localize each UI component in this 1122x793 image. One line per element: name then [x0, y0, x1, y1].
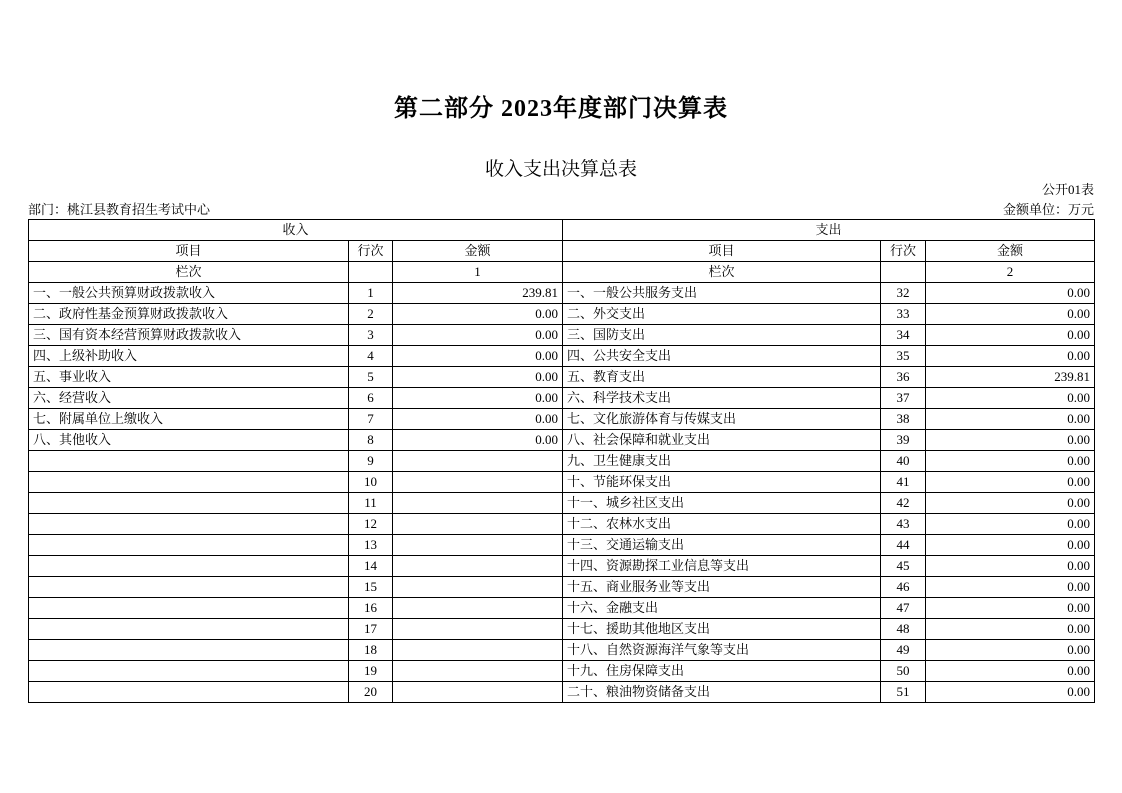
expense-amount-cell: 0.00 — [926, 451, 1095, 472]
expense-line-cell: 34 — [881, 325, 926, 346]
income-amount-cell — [393, 514, 563, 535]
expense-line-cell: 38 — [881, 409, 926, 430]
expense-line-cell: 37 — [881, 388, 926, 409]
income-amount-cell — [393, 682, 563, 703]
expense-item-cell: 八、社会保障和就业支出 — [563, 430, 881, 451]
income-item-cell — [29, 577, 349, 598]
income-item-cell — [29, 556, 349, 577]
income-amount-cell — [393, 493, 563, 514]
income-expense-summary-table — [28, 219, 1095, 703]
expense-item-cell: 十七、援助其他地区支出 — [563, 619, 881, 640]
expense-amount-cell: 0.00 — [926, 535, 1095, 556]
income-amount-cell: 0.00 — [393, 304, 563, 325]
income-line-cell: 14 — [349, 556, 393, 577]
amount-unit-label: 金额单位：万元 — [1002, 202, 1094, 217]
expense-item-cell: 十二、农林水支出 — [563, 514, 881, 535]
expense-col-item-header: 项目 — [563, 241, 881, 262]
table-title: 收入支出决算总表 — [484, 159, 637, 180]
expense-line-cell: 39 — [881, 430, 926, 451]
income-col-item-header: 项目 — [29, 241, 349, 262]
table-row — [29, 388, 1095, 409]
income-amount-cell: 0.00 — [393, 388, 563, 409]
income-item-cell: 一、一般公共预算财政拨款收入 — [29, 283, 349, 304]
table-row — [29, 346, 1095, 367]
table-row — [29, 556, 1095, 577]
expense-amount-cell: 0.00 — [926, 283, 1095, 304]
income-section-header: 收入 — [29, 220, 563, 241]
table-row — [29, 409, 1095, 430]
expense-item-cell: 十四、资源勘探工业信息等支出 — [563, 556, 881, 577]
income-col-index-label: 栏次 — [29, 262, 349, 283]
table-row — [29, 304, 1095, 325]
table-row — [29, 283, 1095, 304]
income-amount-cell: 0.00 — [393, 367, 563, 388]
income-col-line-header: 行次 — [349, 241, 393, 262]
expense-amount-cell: 0.00 — [926, 661, 1095, 682]
income-line-cell: 10 — [349, 472, 393, 493]
expense-line-cell: 36 — [881, 367, 926, 388]
income-col-amount-header: 金额 — [393, 241, 563, 262]
table-row — [29, 325, 1095, 346]
column-header-row — [29, 241, 1095, 262]
table-row — [29, 682, 1095, 703]
expense-line-cell: 33 — [881, 304, 926, 325]
table-row — [29, 472, 1095, 493]
expense-amount-cell: 0.00 — [926, 388, 1095, 409]
income-item-cell — [29, 451, 349, 472]
income-item-cell — [29, 493, 349, 514]
income-line-cell: 12 — [349, 514, 393, 535]
expense-line-cell: 44 — [881, 535, 926, 556]
expense-amount-cell: 0.00 — [926, 346, 1095, 367]
expense-amount-cell: 0.00 — [926, 514, 1095, 535]
income-amount-cell — [393, 472, 563, 493]
expense-amount-cell: 0.00 — [926, 619, 1095, 640]
income-item-cell — [29, 598, 349, 619]
income-item-cell: 二、政府性基金预算财政拨款收入 — [29, 304, 349, 325]
income-amount-cell — [393, 535, 563, 556]
expense-item-cell: 一、一般公共服务支出 — [563, 283, 881, 304]
expense-item-cell: 二、外交支出 — [563, 304, 881, 325]
expense-item-cell: 二十、粮油物资储备支出 — [563, 682, 881, 703]
table-row — [29, 430, 1095, 451]
income-item-cell — [29, 661, 349, 682]
table-row — [29, 577, 1095, 598]
section-header-row — [29, 220, 1095, 241]
expense-col-line-header: 行次 — [881, 241, 926, 262]
expense-col-amount-header: 金额 — [926, 241, 1095, 262]
expense-line-cell: 46 — [881, 577, 926, 598]
expense-amount-cell: 0.00 — [926, 304, 1095, 325]
expense-item-cell: 五、教育支出 — [563, 367, 881, 388]
expense-line-cell: 43 — [881, 514, 926, 535]
income-line-cell: 19 — [349, 661, 393, 682]
expense-col-index-label: 栏次 — [563, 262, 881, 283]
expense-item-cell: 四、公共安全支出 — [563, 346, 881, 367]
expense-line-cell: 42 — [881, 493, 926, 514]
income-amount-cell: 0.00 — [393, 409, 563, 430]
income-amount-cell: 0.00 — [393, 430, 563, 451]
table-row — [29, 640, 1095, 661]
expense-item-cell: 十八、自然资源海洋气象等支出 — [563, 640, 881, 661]
expense-item-cell: 十九、住房保障支出 — [563, 661, 881, 682]
table-row — [29, 661, 1095, 682]
expense-amount-cell: 0.00 — [926, 682, 1095, 703]
table-row — [29, 493, 1095, 514]
expense-item-cell: 十三、交通运输支出 — [563, 535, 881, 556]
expense-line-cell: 32 — [881, 283, 926, 304]
income-line-cell: 6 — [349, 388, 393, 409]
table-row — [29, 619, 1095, 640]
income-amount-cell — [393, 661, 563, 682]
income-item-cell — [29, 640, 349, 661]
income-line-cell: 3 — [349, 325, 393, 346]
expense-line-cell: 50 — [881, 661, 926, 682]
expense-line-cell: 40 — [881, 451, 926, 472]
income-line-cell: 1 — [349, 283, 393, 304]
income-item-cell: 六、经营收入 — [29, 388, 349, 409]
expense-line-cell: 49 — [881, 640, 926, 661]
expense-line-cell: 51 — [881, 682, 926, 703]
income-line-cell: 8 — [349, 430, 393, 451]
department-label: 部门：桃江县教育招生考试中心 — [28, 202, 211, 217]
expense-line-cell: 45 — [881, 556, 926, 577]
expense-amount-cell: 0.00 — [926, 598, 1095, 619]
income-line-cell: 16 — [349, 598, 393, 619]
table-code-label: 公开01表 — [1041, 182, 1094, 197]
column-index-row — [29, 262, 1095, 283]
income-item-cell: 五、事业收入 — [29, 367, 349, 388]
expense-col-index-blank — [881, 262, 926, 283]
page-title: 第二部分 2023年度部门决算表 — [394, 96, 728, 122]
expense-item-cell: 七、文化旅游体育与传媒支出 — [563, 409, 881, 430]
expense-item-cell: 三、国防支出 — [563, 325, 881, 346]
income-item-cell: 八、其他收入 — [29, 430, 349, 451]
income-amount-cell: 0.00 — [393, 325, 563, 346]
income-item-cell — [29, 514, 349, 535]
expense-amount-cell: 0.00 — [926, 556, 1095, 577]
income-line-cell: 4 — [349, 346, 393, 367]
expense-item-cell: 九、卫生健康支出 — [563, 451, 881, 472]
expense-item-cell: 六、科学技术支出 — [563, 388, 881, 409]
expense-item-cell: 十五、商业服务业等支出 — [563, 577, 881, 598]
expense-col-index-value: 2 — [926, 262, 1095, 283]
expense-line-cell: 48 — [881, 619, 926, 640]
income-line-cell: 5 — [349, 367, 393, 388]
income-line-cell: 7 — [349, 409, 393, 430]
table-row — [29, 598, 1095, 619]
income-col-index-value: 1 — [393, 262, 563, 283]
income-amount-cell — [393, 556, 563, 577]
table-row — [29, 367, 1095, 388]
income-line-cell: 2 — [349, 304, 393, 325]
expense-line-cell: 41 — [881, 472, 926, 493]
expense-line-cell: 47 — [881, 598, 926, 619]
expense-amount-cell: 0.00 — [926, 640, 1095, 661]
income-amount-cell — [393, 598, 563, 619]
income-item-cell: 七、附属单位上缴收入 — [29, 409, 349, 430]
income-line-cell: 18 — [349, 640, 393, 661]
income-line-cell: 20 — [349, 682, 393, 703]
expense-amount-cell: 0.00 — [926, 430, 1095, 451]
table-row — [29, 514, 1095, 535]
expense-amount-cell: 0.00 — [926, 577, 1095, 598]
income-line-cell: 13 — [349, 535, 393, 556]
income-item-cell: 三、国有资本经营预算财政拨款收入 — [29, 325, 349, 346]
table-row — [29, 535, 1095, 556]
income-item-cell — [29, 472, 349, 493]
expense-amount-cell: 0.00 — [926, 409, 1095, 430]
income-line-cell: 9 — [349, 451, 393, 472]
expense-item-cell: 十一、城乡社区支出 — [563, 493, 881, 514]
expense-item-cell: 十六、金融支出 — [563, 598, 881, 619]
expense-item-cell: 十、节能环保支出 — [563, 472, 881, 493]
expense-line-cell: 35 — [881, 346, 926, 367]
income-item-cell — [29, 535, 349, 556]
expense-amount-cell: 0.00 — [926, 325, 1095, 346]
income-amount-cell — [393, 640, 563, 661]
income-amount-cell: 0.00 — [393, 346, 563, 367]
income-amount-cell — [393, 619, 563, 640]
income-col-index-blank — [349, 262, 393, 283]
income-item-cell — [29, 619, 349, 640]
income-line-cell: 15 — [349, 577, 393, 598]
income-item-cell: 四、上级补助收入 — [29, 346, 349, 367]
income-amount-cell — [393, 451, 563, 472]
expense-amount-cell: 0.00 — [926, 472, 1095, 493]
expense-amount-cell: 239.81 — [926, 367, 1095, 388]
income-line-cell: 11 — [349, 493, 393, 514]
expense-section-header: 支出 — [563, 220, 1095, 241]
table-row — [29, 451, 1095, 472]
income-item-cell — [29, 682, 349, 703]
income-amount-cell — [393, 577, 563, 598]
income-amount-cell: 239.81 — [393, 283, 563, 304]
expense-amount-cell: 0.00 — [926, 493, 1095, 514]
income-line-cell: 17 — [349, 619, 393, 640]
